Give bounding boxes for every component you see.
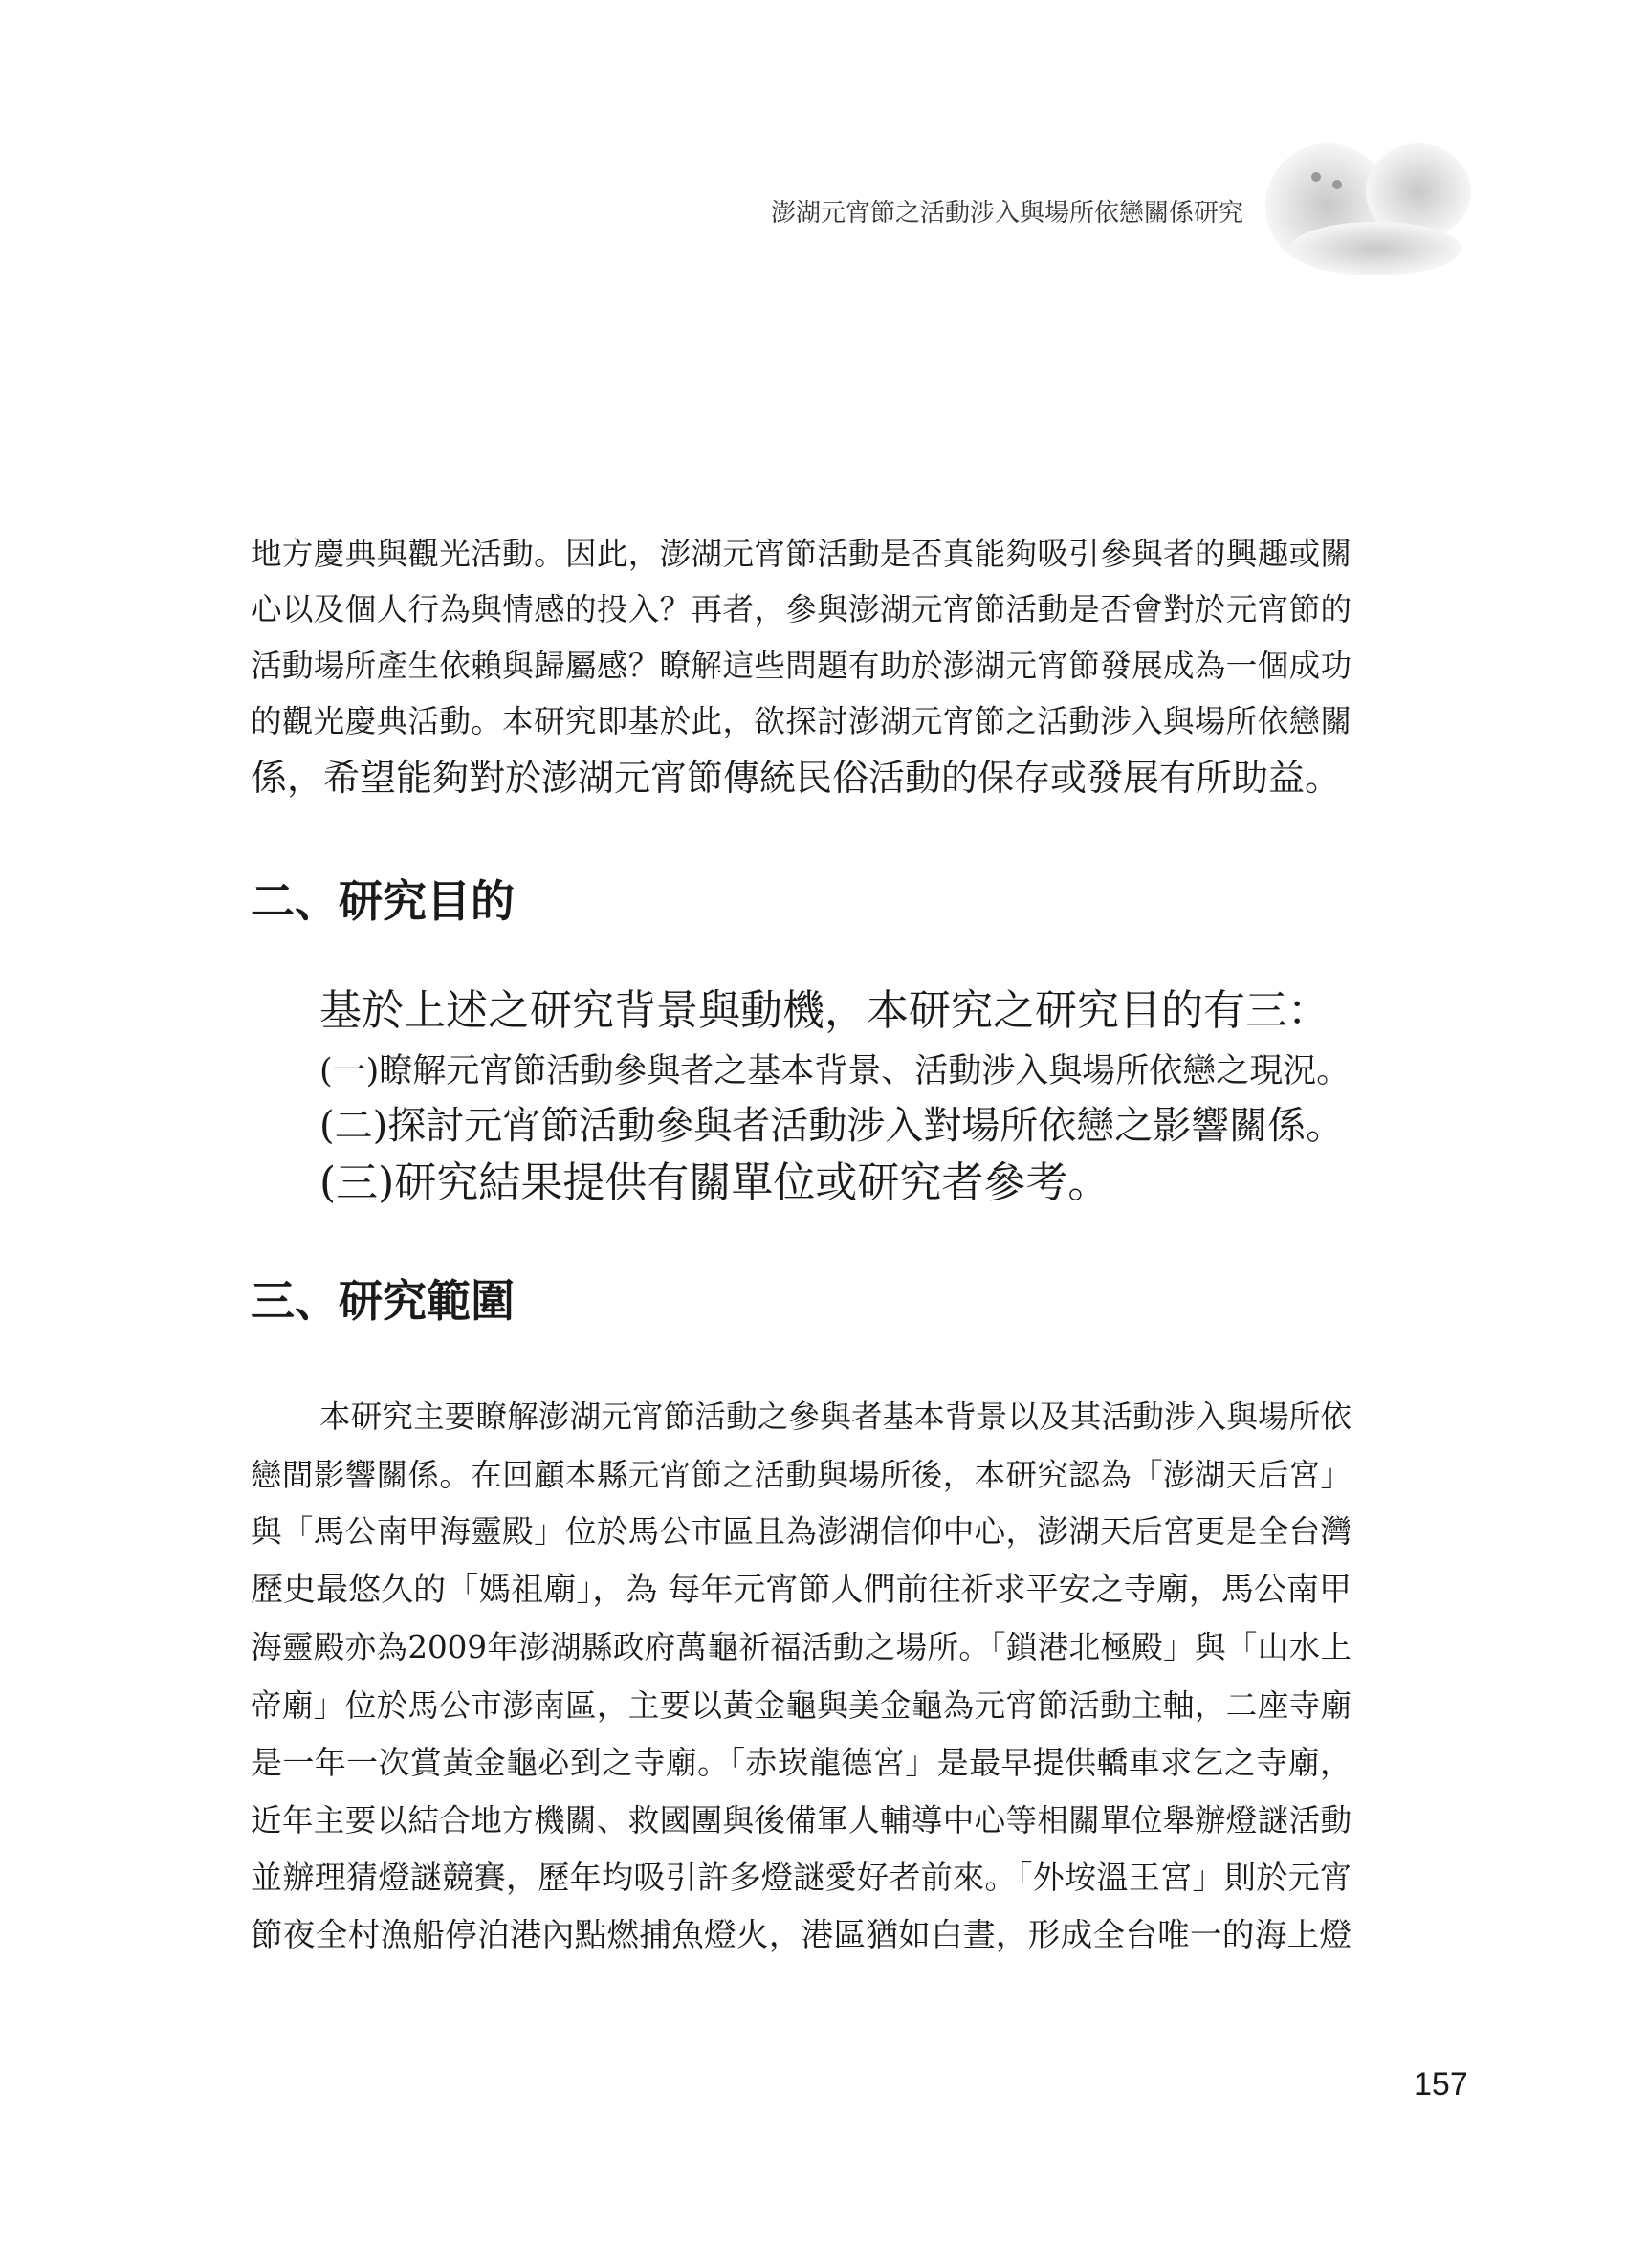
text-line: 並辦理猜燈謎競賽，歷年均吸引許多燈謎愛好者前來。「外垵溫王宮」則於元宵 [251, 1859, 1351, 1896]
list-item: (二)探討元宵節活動參與者活動涉入對場所依戀之影響關係。 [319, 1104, 1345, 1148]
text-line: 的觀光慶典活動。本研究即基於此，欲探討澎湖元宵節之活動涉入與場所依戀關 [251, 703, 1351, 739]
text-line: 近年主要以結合地方機關、救國團與後備軍人輔導中心等相關單位舉辦燈謎活動 [251, 1802, 1351, 1839]
text-line: 是一年一次賞黃金龜必到之寺廟。「赤崁龍德宮」是最早提供轎車求乞之寺廟， [251, 1744, 1351, 1781]
list-item: (三)研究結果提供有關單位或研究者參考。 [319, 1158, 1110, 1207]
text-line: 節夜全村漁船停泊港內點燃捕魚燈火，港區猶如白晝，形成全台唯一的海上燈 [251, 1916, 1351, 1953]
page-number: 157 [1414, 2066, 1468, 2103]
text-line: 係，希望能夠對於澎湖元宵節傳統民俗活動的保存或發展有所助益。 [251, 757, 1342, 799]
text-line: 帝廟」位於馬公市澎南區，主要以黃金龜與美金龜為元宵節活動主軸，二座寺廟 [251, 1687, 1351, 1724]
text-line: 海靈殿亦為2009年澎湖縣政府萬龜祈福活動之場所。「鎖港北極殿」與「山水上 [251, 1629, 1351, 1665]
text-line: 地方慶典與觀光活動。因此，澎湖元宵節活動是否真能夠吸引參與者的興趣或關 [251, 536, 1351, 572]
text-line: 戀間影響關係。在回顧本縣元宵節之活動與場所後，本研究認為「澎湖天后宮」 [251, 1457, 1351, 1493]
section-heading: 二、研究目的 [251, 875, 515, 927]
text-line: 與「馬公南甲海靈殿」位於馬公市區且為澎湖信仰中心，澎湖天后宮更是全台灣 [251, 1513, 1351, 1550]
text-line: 心以及個人行為與情感的投入？再者，參與澎湖元宵節活動是否會對於元宵節的 [251, 591, 1351, 628]
text-line: 歷史最悠久的「媽祖廟」，為 每年元宵節人們前往祈求平安之寺廟，馬公南甲 [251, 1571, 1351, 1609]
list-item: (一)瞭解元宵節活動參與者之基本背景、活動涉入與場所依戀之現況。 [319, 1052, 1351, 1090]
section-heading: 三、研究範圍 [251, 1275, 515, 1327]
text-line: 本研究主要瞭解澎湖元宵節活動之參與者基本背景以及其活動涉入與場所依 [319, 1398, 1351, 1435]
stone-lion-illustration [1261, 139, 1481, 277]
text-line: 活動場所產生依賴與歸屬感？瞭解這些問題有助於澎湖元宵節發展成為一個成功 [251, 648, 1351, 684]
section-lead: 基於上述之研究背景與動機，本研究之研究目的有三： [319, 986, 1329, 1035]
running-header: 澎湖元宵節之活動涉入與場所依戀關係研究 [770, 199, 1243, 228]
